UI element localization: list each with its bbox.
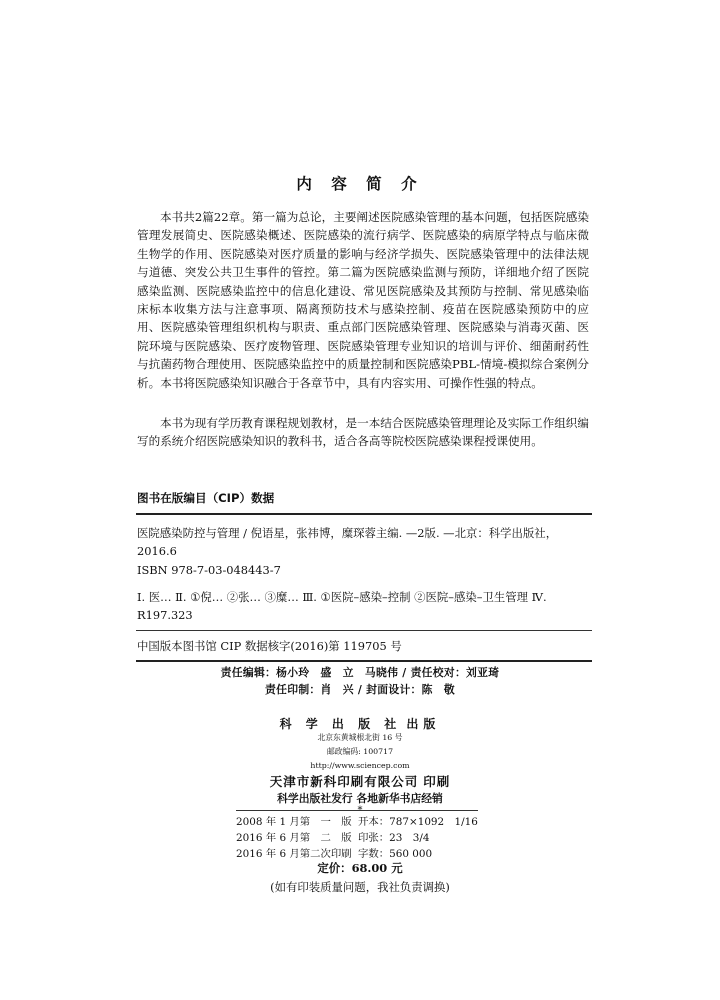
spec-cell: 字数：560 000 xyxy=(358,848,433,860)
printer-line xyxy=(0,774,720,789)
publisher-line xyxy=(0,716,720,731)
printer-name: 天津市新科印刷有限公司 xyxy=(269,774,419,789)
separator-mark: * xyxy=(357,805,363,816)
summary-text-1: 本书共2篇22章。第一篇为总论，主要阐述医院感染管理的基本问题，包括医院感染管理发展简史、医院感染概述、医院感染的流行病学、医院感染的病原学特点与临床微生物学的作用、医院感染对医疗质量的影响与经济学损失、医院感染管理中的法律法规与道德、突发公共卫生事件的管控。第二篇为医院感染监测与预防，详细地介绍了医院感染监测、医院感染监控中的信息化建设、常见医院感染及其预防与控制、常见感染临床标本收集方法与注意事项、隔离预防技术与感染控制、疫苗在医院感染预防中的应用、医院感染管理组织机构与职责、重点部门医院感染管理、医院感染与消毒灭菌、医院环境与医院感染、医疗废物管理、医院感染管理专业知识的培训与评价、细菌耐药性与抗菌药物合理使用、医院感染监控中的质量控制和医院感染PBL-情境-模拟综合案例分析。本书将医院感染知识融合于各章节中，具有内容实用、可操作性强的特点。 xyxy=(137,210,589,390)
edition-cell: 2016 年 6 月第 二 版 xyxy=(236,832,352,844)
spec-cell: 开本：787×1092 1/16 xyxy=(358,811,478,830)
summary-paragraph-1 xyxy=(137,208,589,392)
edition-row xyxy=(236,811,478,830)
cip-top-rule xyxy=(136,513,592,515)
publisher-name: 科 学 出 版 社 xyxy=(279,717,402,731)
cip-classification: Ⅰ. 医… Ⅱ. ①倪… ②张… ③糜… Ⅲ. ①医院–感染–控制 ②医院–感染–卫生管理 Ⅳ. R197.323 xyxy=(137,590,547,623)
publisher-info xyxy=(0,716,720,816)
price: 定价：68.00 元 xyxy=(317,861,403,875)
cip-isbn: ISBN 978-7-03-048443-7 xyxy=(137,563,281,577)
cip-bottom-rule xyxy=(136,660,592,662)
cip-record: 医院感染防控与管理 / 倪语星，张祎博，糜琛蓉主编. —2版. —北京：科学出版社，2016.6 xyxy=(137,526,558,559)
edition-row xyxy=(236,829,478,845)
publisher-name-suffix: 出版 xyxy=(406,717,441,731)
editors-line-2: 责任印制：肖 兴 / 封面设计：陈 敬 xyxy=(265,683,455,696)
publisher-website: http://www.sciencep.com xyxy=(310,761,410,770)
cip-catalog-number: 中国版本图书馆 CIP 数据核字(2016)第 119705 号 xyxy=(137,639,402,653)
cip-divider xyxy=(136,630,592,631)
editors-line-1: 责任编辑：杨小玲 盛 立 马晓伟 / 责任校对：刘亚琦 xyxy=(220,666,500,679)
publisher-address: 北京东黄城根北街 16 号 xyxy=(317,733,403,742)
quality-notice: (如有印装质量问题，我社负责调换) xyxy=(270,880,450,894)
page-title: 内 容 简 介 xyxy=(296,175,424,193)
cip-heading: 图书在版编目（CIP）数据 xyxy=(137,491,275,505)
printer-suffix: 印刷 xyxy=(423,774,451,789)
edition-cell: 2016 年 6 月第二次印刷 xyxy=(236,848,352,860)
summary-paragraph-2 xyxy=(137,414,589,451)
edition-row xyxy=(236,845,478,861)
distribution-line: 科学出版社发行 各地新华书店经销 xyxy=(277,792,443,805)
edition-table xyxy=(236,810,478,861)
spec-cell: 印张：23 3/4 xyxy=(358,832,430,844)
publisher-postcode: 邮政编码: 100717 xyxy=(326,747,394,756)
edition-cell: 2008 年 1 月第 一 版 xyxy=(236,811,358,830)
summary-text-2: 本书为现有学历教育课程规划教材，是一本结合医院感染管理理论及实际工作组织编写的系统介绍医院感染知识的教科书，适合各高等院校医院感染课程授课使用。 xyxy=(137,416,589,449)
